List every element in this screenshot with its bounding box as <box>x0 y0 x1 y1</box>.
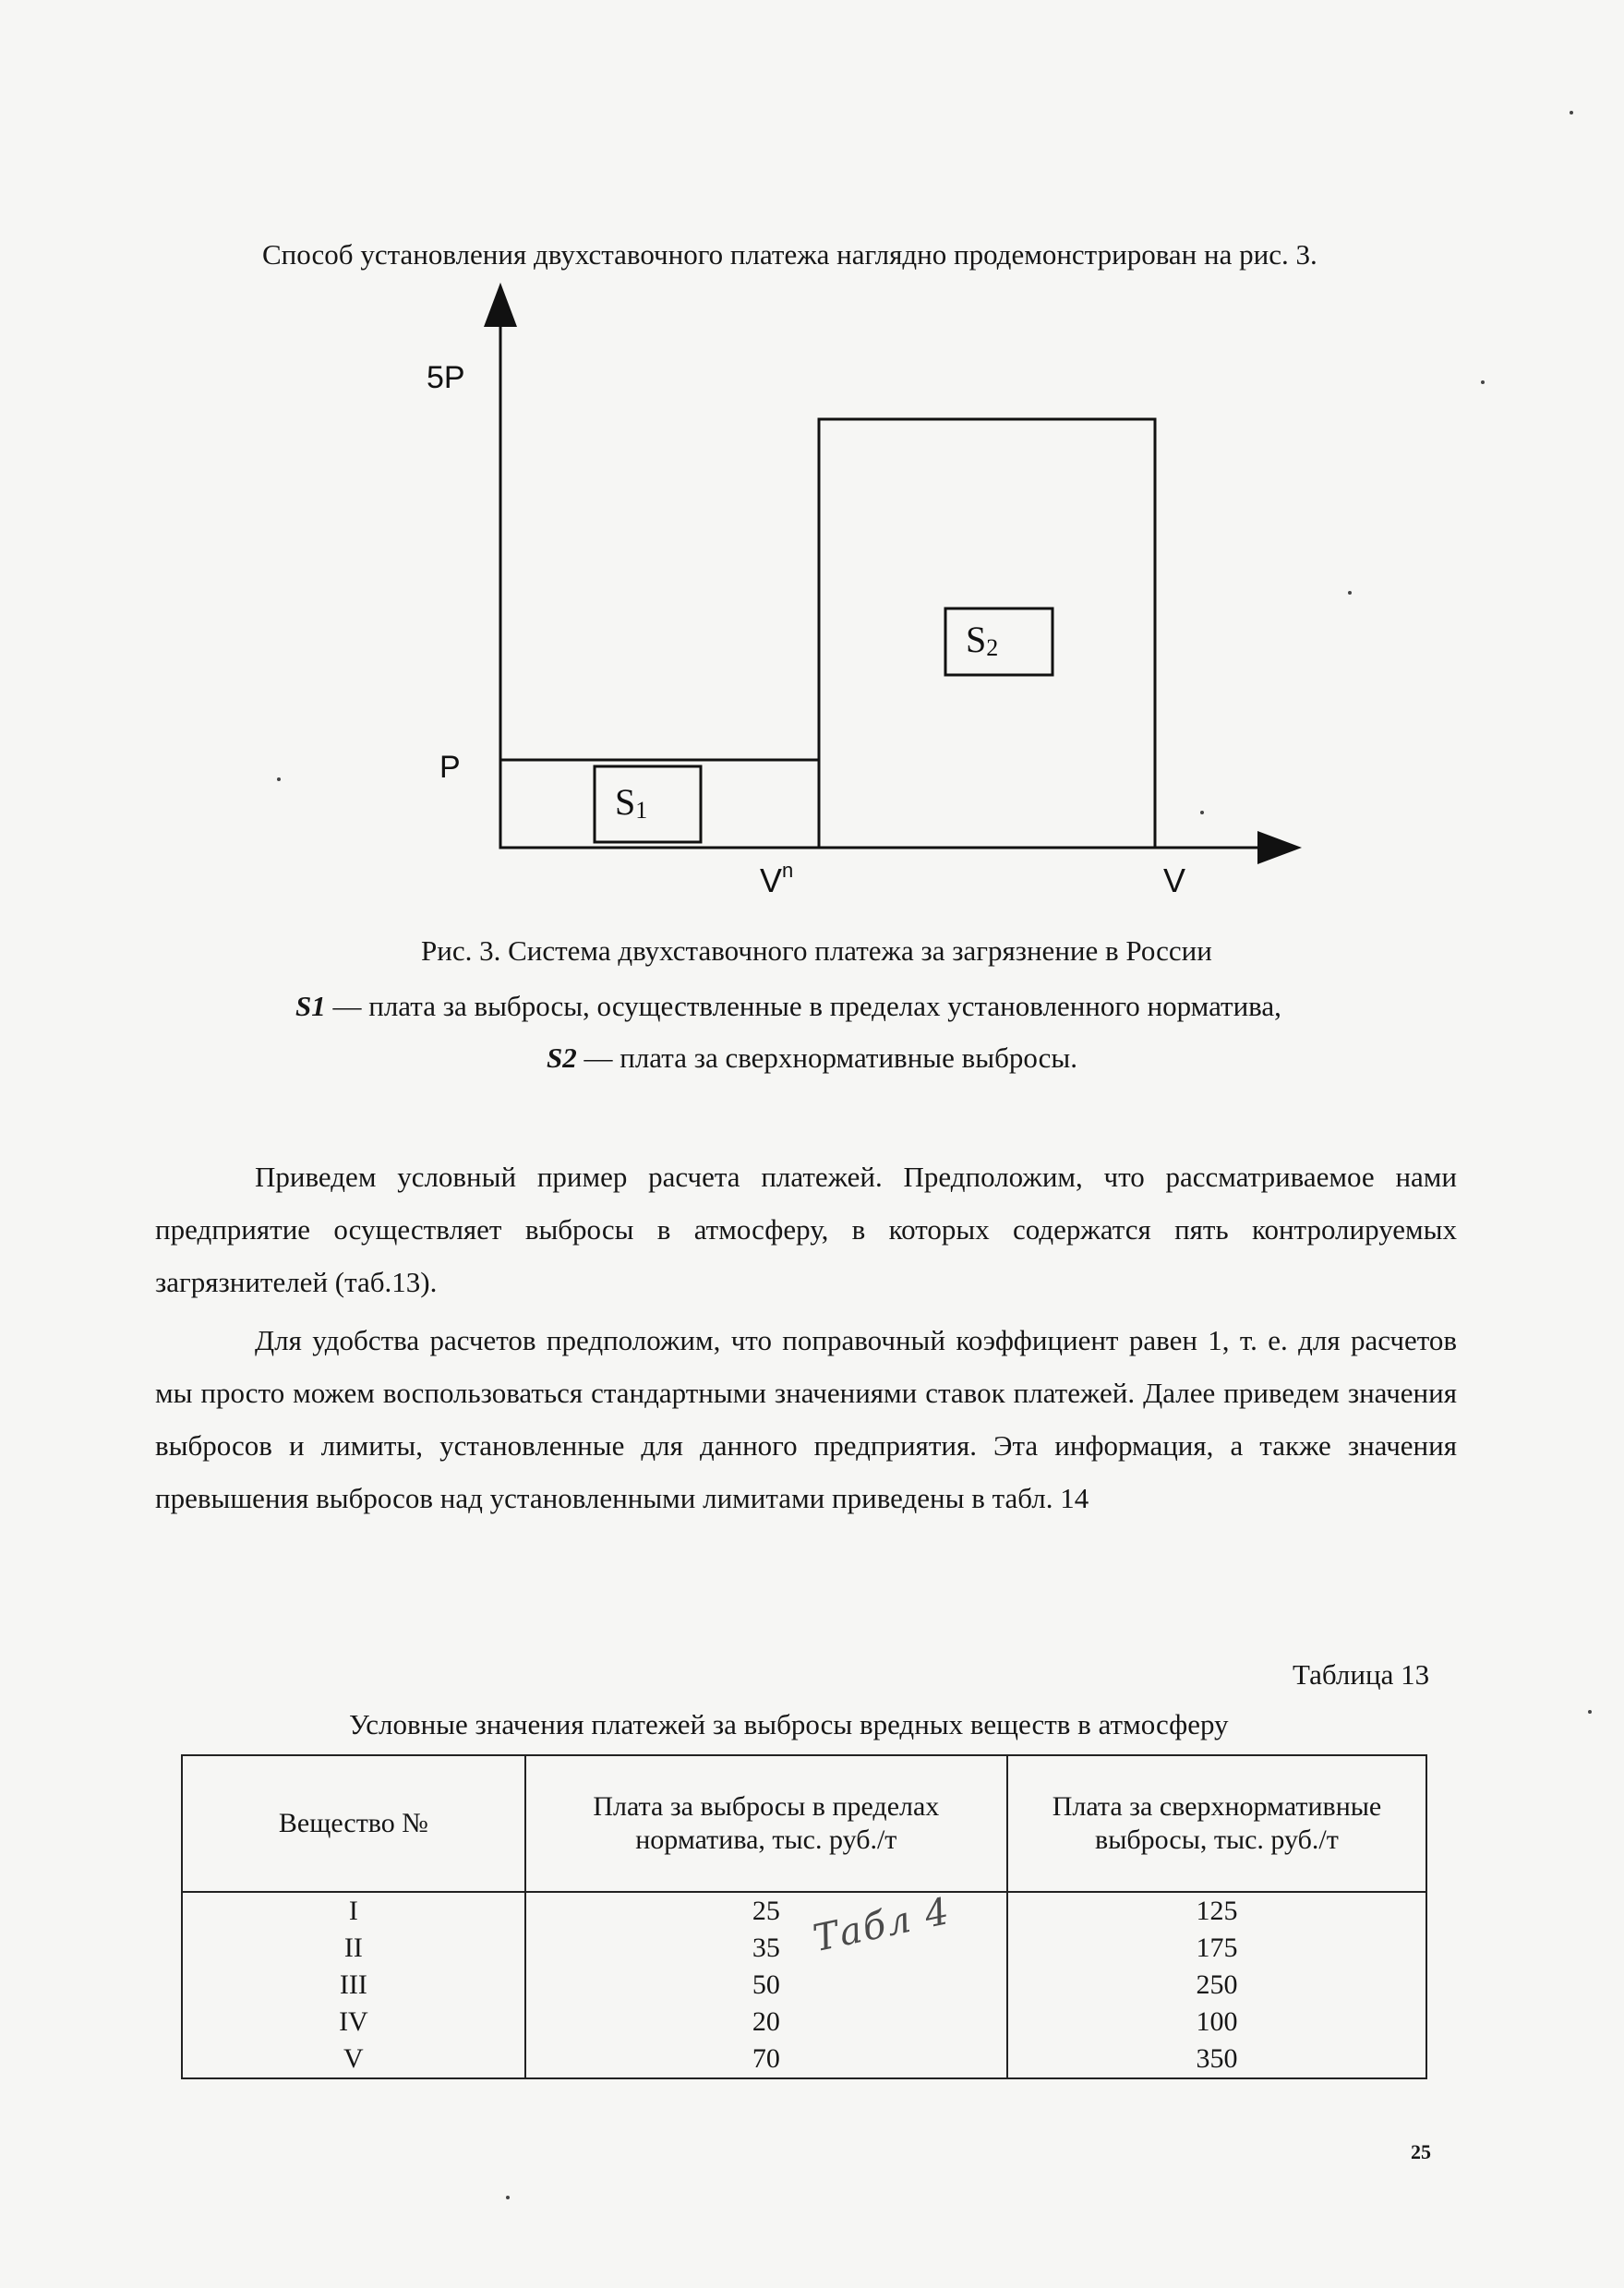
figure-caption-s2 <box>547 1042 1077 1075</box>
x-label-vn-sup: n <box>782 859 794 882</box>
cell-substance: I <box>182 1892 525 1930</box>
page-number: 25 <box>1411 2140 1431 2163</box>
table-row <box>182 1892 1426 1930</box>
scan-speck <box>1481 380 1485 384</box>
cell-excess: 175 <box>1007 1930 1426 1967</box>
scan-speck <box>1348 591 1352 595</box>
cell-excess: 125 <box>1007 1892 1426 1930</box>
figure-caption-s1 <box>295 990 1281 1023</box>
scan-speck <box>1570 111 1573 114</box>
header-substance: Вещество № <box>182 1755 525 1892</box>
handwritten-note: Табл 4 <box>809 1889 955 1961</box>
s1-subscript: 1 <box>635 797 648 824</box>
table-row <box>182 1967 1426 2004</box>
s1-label <box>615 781 647 824</box>
figure-caption-title: Рис. 3. Система двухставочного платежа за загрязнение в России <box>421 934 1212 967</box>
scan-speck <box>1200 811 1204 814</box>
intro-sentence: Способ установления двухставочного платежа наглядно продемонстрирован на рис. 3. <box>262 238 1317 271</box>
payments-table <box>181 1754 1427 2079</box>
table-label: Таблица 13 <box>1293 1658 1430 1691</box>
s1-letter: S <box>615 781 636 823</box>
cell-within-limit: 35 <box>525 1930 1007 1967</box>
cell-within-limit: 25 <box>525 1892 1007 1930</box>
scan-speck <box>506 2196 510 2199</box>
area-s1-rect <box>500 760 819 848</box>
scan-speck <box>277 777 281 781</box>
s2-box <box>945 608 1053 675</box>
y-label-5p: 5P <box>427 360 465 395</box>
x-label-vn-main: V <box>760 861 783 899</box>
table-row <box>182 1930 1426 1967</box>
cell-excess: 250 <box>1007 1967 1426 2004</box>
s1-box <box>595 766 701 842</box>
cell-within-limit: 20 <box>525 2004 1007 2041</box>
cell-within-limit: 70 <box>525 2041 1007 2078</box>
cell-substance: V <box>182 2041 525 2078</box>
scan-speck <box>1588 1710 1592 1714</box>
caption-s2-text: — плата за сверхнормативные выбросы. <box>583 1042 1077 1074</box>
cell-excess: 100 <box>1007 2004 1426 2041</box>
caption-s1-symbol: S1 <box>295 990 326 1022</box>
x-label-v: V <box>1163 861 1186 899</box>
cell-substance: II <box>182 1930 525 1967</box>
header-within-limit: Плата за выбросы в пределах норматива, тыс. руб./т <box>525 1755 1007 1892</box>
x-label-vn <box>760 859 793 899</box>
cell-within-limit: 50 <box>525 1967 1007 2004</box>
table-row <box>182 2004 1426 2041</box>
cell-excess: 350 <box>1007 2041 1426 2078</box>
cell-substance: IV <box>182 2004 525 2041</box>
table-title: Условные значения платежей за выбросы вредных веществ в атмосферу <box>349 1708 1229 1740</box>
table-header-row <box>182 1755 1426 1892</box>
paragraph-coefficient: Для удобства расчетов предположим, что поправочный коэффициент равен 1, т. е. для расчетов мы просто можем воспользоваться стандартными значениями ставок платежей. Далее приведем значения выбросов и лимиты, установленные для данного предприятия. Эта информация, а также значения превышения выбросов над установленными лимитами приведены в табл. 14 <box>155 1324 1457 1514</box>
s2-label <box>966 619 998 661</box>
cell-substance: III <box>182 1967 525 2004</box>
y-label-p: P <box>439 750 461 785</box>
caption-s2-symbol: S2 <box>547 1042 577 1074</box>
s2-subscript: 2 <box>986 634 999 661</box>
s2-letter: S <box>966 619 987 660</box>
caption-s1-text: — плата за выбросы, осуществленные в пределах установленного норматива, <box>332 990 1281 1022</box>
paragraph-example: Приведем условный пример расчета платежей. Предположим, что рассматриваемое нами предприятие осуществляет выбросы в атмосферу, в которых содержатся пять контролируемых загрязнителей (таб.13). <box>155 1161 1457 1298</box>
area-s2-rect <box>819 419 1155 848</box>
table-row <box>182 2041 1426 2078</box>
header-excess: Плата за сверхнормативные выбросы, тыс. руб./т <box>1007 1755 1426 1892</box>
